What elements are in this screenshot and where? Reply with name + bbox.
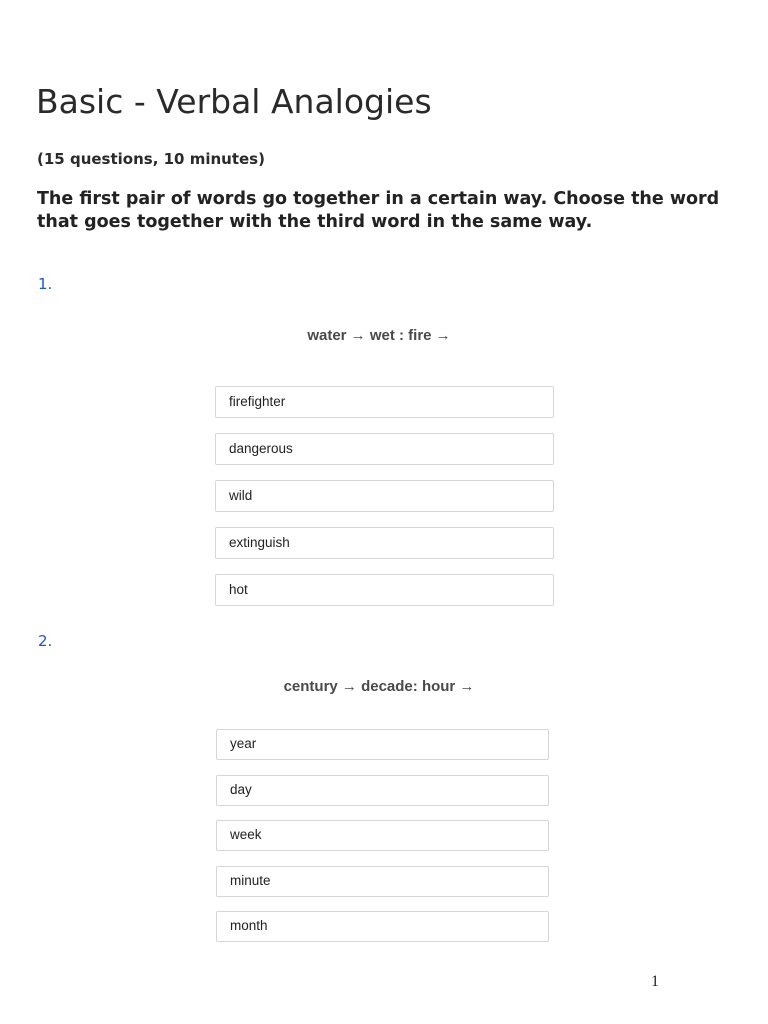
page-title: Basic - Verbal Analogies	[36, 82, 432, 121]
answer-option[interactable]: year	[216, 729, 549, 760]
answer-option[interactable]: firefighter	[215, 386, 554, 418]
answer-option[interactable]: extinguish	[215, 527, 554, 559]
question-number: 1.	[38, 275, 53, 293]
answer-options	[215, 386, 554, 621]
answer-options	[216, 729, 549, 957]
test-info: (15 questions, 10 minutes)	[37, 150, 265, 168]
question-prompt: water → wet : fire →	[307, 327, 451, 344]
answer-option[interactable]: week	[216, 820, 549, 851]
answer-option[interactable]: minute	[216, 866, 549, 897]
page-number: 1	[651, 973, 659, 990]
question-prompt: century → decade: hour →	[283, 678, 475, 695]
answer-option[interactable]: hot	[215, 574, 554, 606]
answer-option[interactable]: dangerous	[215, 433, 554, 465]
answer-option[interactable]: wild	[215, 480, 554, 512]
question-number: 2.	[38, 632, 53, 650]
instructions: The first pair of words go together in a certain way. Choose the word that goes together with the third word in the same way.	[37, 189, 720, 232]
answer-option[interactable]: day	[216, 775, 549, 806]
answer-option[interactable]: month	[216, 911, 549, 942]
